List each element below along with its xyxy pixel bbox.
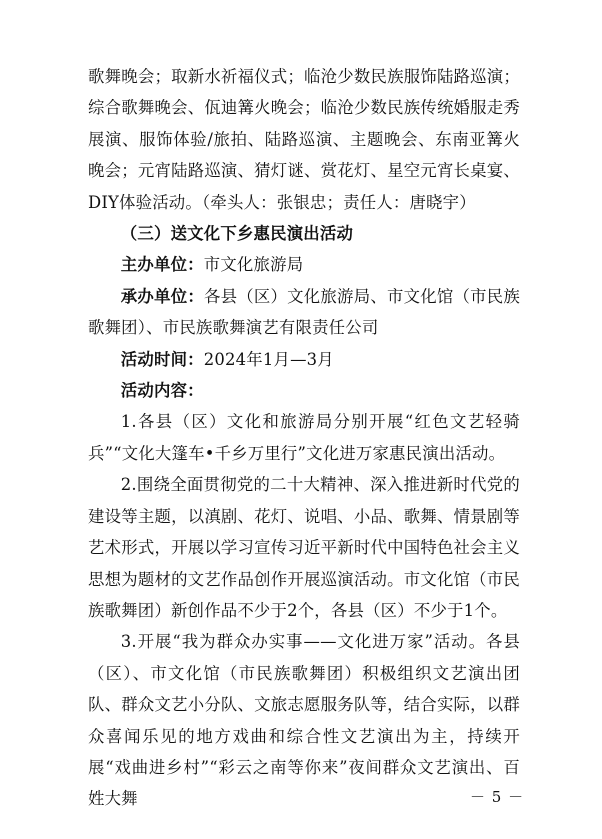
activity-time-value: 2024年1月—3月	[203, 349, 334, 369]
activity-time-line	[88, 344, 520, 375]
co-organizer-label: 承办单位：	[120, 286, 204, 306]
content-item-1: 1.各县（区）文化和旅游局分别开展“红色文艺轻骑兵”“文化大篷车•千乡万里行”文化进万家惠民演出活动。	[88, 412, 520, 463]
document-page	[88, 61, 520, 815]
activity-content-label: 活动内容：	[120, 381, 204, 401]
content-item-2: 2.围绕全面贯彻党的二十大精神、深入推进新时代党的建设等主题，以滇剧、花灯、说唱、小品、歌舞、情景剧等艺术形式，开展以学习宣传习近平新时代中国特色社会主义思想为题材的文艺作品创作开展巡演活动。市文化馆（市民族歌舞团）新创作品不少于2个，各县（区）不少于1个。	[88, 475, 520, 620]
co-organizer-line	[88, 281, 520, 344]
activity-time-label: 活动时间：	[120, 349, 204, 369]
co-organizer-value: 各县（区）文化旅游局、市文化馆（市民族歌舞团）、市民族歌舞演艺有限责任公司	[88, 286, 520, 338]
paragraph-festival-activities: 歌舞晚会；取新水祈福仪式；临沧少数民族服饰陆路巡演；综合歌舞晚会、佤迪篝火晚会；临沧少数民族传统婚服走秀展演、服饰体验/旅拍、陆路巡演、主题晚会、东南亚篝火晚会；元宵陆路巡演、猜灯谜、赏花灯、星空元宵长桌宴、DIY体验活动。（牵头人：张银忠；责任人：唐晓宇）	[88, 67, 520, 212]
content-item-3: 3.开展“我为群众办实事——文化进万家”活动。各县（区）、市文化馆（市民族歌舞团）积极组织文艺演出团队、群众文艺小分队、文旅志愿服务队等，结合实际，以群众喜闻乐见的地方戏曲和综合性文艺演出为主，持续开展“戏曲进乡村”“彩云之南等你来”夜间群众文艺演出、百姓大舞	[88, 632, 520, 809]
section-heading: （三）送文化下乡惠民演出活动	[120, 224, 354, 244]
page-number: － 5 －	[470, 788, 525, 806]
organizer-line	[88, 249, 520, 280]
activity-content-line	[88, 375, 520, 406]
organizer-value: 市文化旅游局	[203, 255, 304, 275]
organizer-label: 主办单位：	[120, 255, 204, 275]
